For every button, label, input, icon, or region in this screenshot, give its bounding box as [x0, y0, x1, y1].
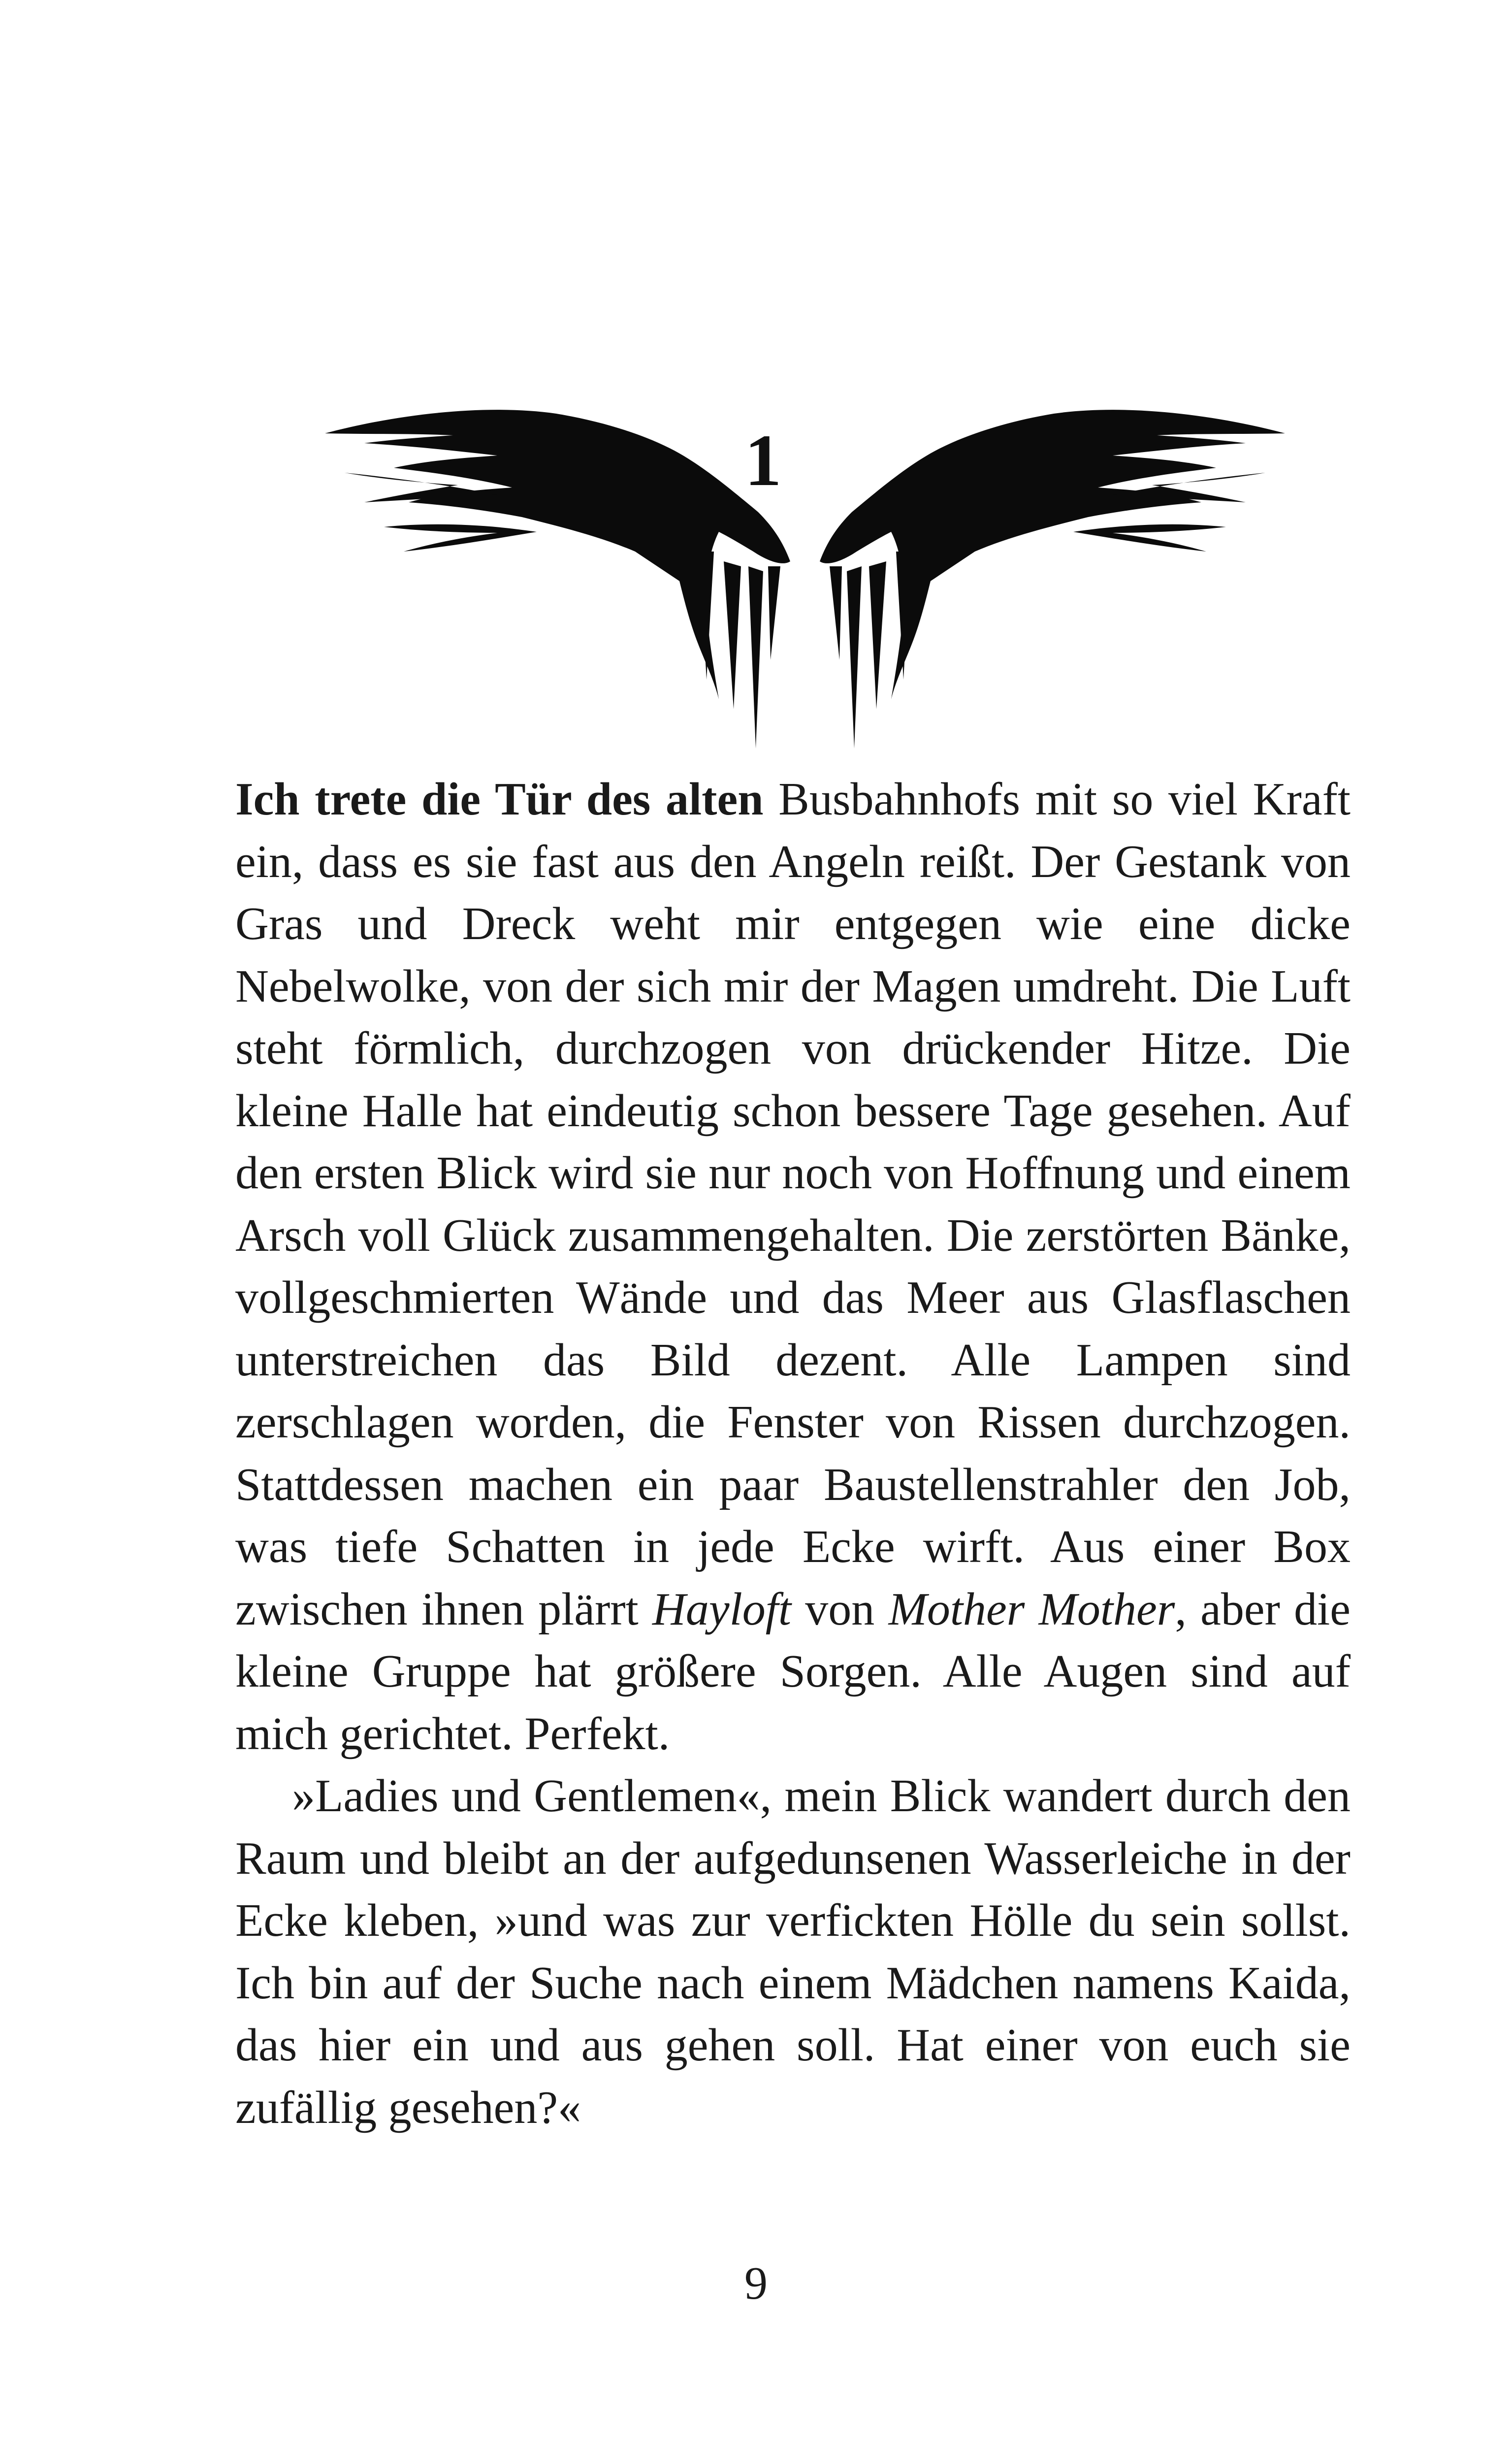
song-title: Hayloft	[652, 1583, 791, 1635]
paragraph-1-part-2: von	[791, 1583, 889, 1635]
page-number: 9	[744, 2258, 768, 2309]
chapter-number: 1	[744, 420, 782, 501]
paragraph-1-part-3: , aber die kleine Gruppe hat größere Sorgen. Alle Augen sind auf mich gerichtet. Perfekt.	[235, 1583, 1351, 1759]
paragraph-1-part-1: Busbahnhofs mit so viel Kraft ein, dass es sie fast aus den Angeln reißt. Der Gestank von Gras und Dreck weht mir entgegen wie eine dicke Nebelwolke, von der sich mir der Magen umdreht. Die Luft steht förmlich, durchzogen von drückender Hitze. Die kleine Halle hat eindeutig schon bessere Tage gesehen. Auf den ersten Blick wird sie nur noch von Hoffnung und einem Arsch voll Glück zusammengehalten. Die zerstörten Bänke, vollgeschmierten Wände und das Meer aus Glasflaschen unterstreichen das Bild dezent. Alle Lampen sind zerschlagen worden, die Fenster von Rissen durchzogen. Stattdessen machen ein paar Baustellenstrahler den Job, was tiefe Schatten in jede Ecke wirft. Aus einer Box zwischen ihnen plärrt	[235, 774, 1351, 1635]
chapter-lead-in: Ich trete die Tür des alten	[235, 774, 764, 825]
paragraph-2: »Ladies und Gentlemen«, mein Blick wandert durch den Raum und bleibt an der aufgedunsenen Wasserleiche in der Ecke kleben, »und was zur verfickten Hölle du sein sollst. Ich bin auf der Suche nach einem Mädchen namens Kaida, das hier ein und aus gehen soll. Hat einer von euch sie zufällig gesehen?«	[235, 1770, 1351, 2133]
band-name: Mother Mother	[888, 1583, 1175, 1635]
paragraph-1	[235, 768, 1351, 1765]
chapter-body-text	[235, 768, 1351, 2139]
